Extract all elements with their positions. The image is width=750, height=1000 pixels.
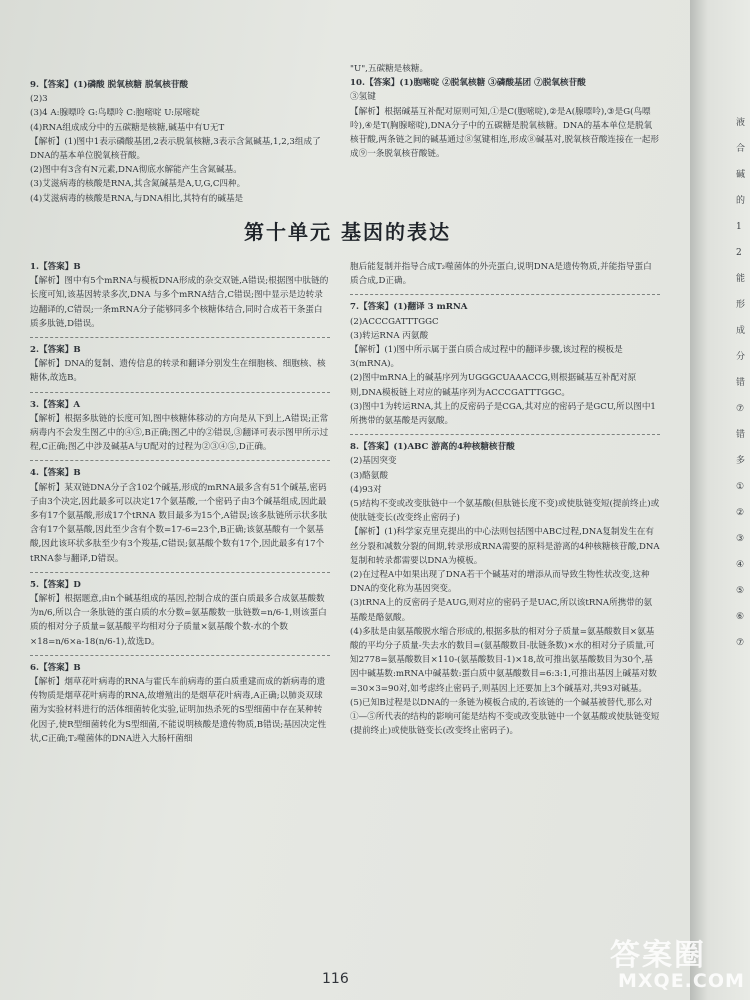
explanation-line: 【解析】DNA的复制、遗传信息的转录和翻译分别发生在细胞核、细胞核、核糖体,故选B。 — [30, 359, 326, 384]
dashed-separator — [30, 392, 330, 393]
edge-glyph: 分 — [736, 352, 746, 362]
explanation-line: (2)图中mRNA上的碱基序列为UGGGCUAAACCG,则根据碱基互补配对原则,DNA模板链上对应的碱基序列为ACCCGATTTGGC。 — [350, 373, 637, 398]
unit-title: 第十单元 基因的表达 — [244, 220, 451, 244]
answer-block — [30, 260, 330, 331]
explanation-line: (2)ACCCGATTTGGC — [350, 316, 439, 327]
watermark-text: 答案圈 — [610, 938, 706, 973]
answer-heading: 胞后能复制并指导合成T₂噬菌体的外壳蛋白,说明DNA是遗传物质,并能指导蛋白质合成,D正确。 — [350, 262, 652, 287]
edge-glyph: ① — [736, 482, 745, 492]
edge-glyph: 形 — [736, 300, 746, 310]
edge-glyph: 错 — [736, 378, 746, 388]
explanation-line: (3)图中1为转运RNA,其上的反密码子是CGA,其对应的密码子是GCU,所以图中1所携带的氨基酸是丙氨酸。 — [350, 401, 656, 427]
edge-glyph: 成 — [736, 326, 746, 336]
explanation-line: (3)tRNA上的反密码子是AUG,则对应的密码子是UAC,所以该tRNA所携带的氨基酸是酪氨酸。 — [350, 598, 653, 623]
explanation-line: (4)93对 — [350, 484, 382, 495]
answer-line: 10.【答案】(1)胞嘧啶 ②脱氧核糖 ③磷酸基团 ⑦脱氧核苷酸 — [350, 78, 586, 89]
explanation-line: (4)多肽是由氨基酸脱水缩合形成的,根据多肽的相对分子质量=氨基酸数目×氨基酸的平均分子质量-失去水的数目=(氨基酸数目-肽链条数)×水的相对分子质量,可知2778=氨基酸数目×110-(氨基酸数目-1)×18,故可推出氨基酸数目为30个,基因中碱基数:mRNA中碱基数:蛋白质中氨基酸数目=6:3:1,可推出基因上碱基对数=30×3=90对,如考虑终止密码子,则基因上还要加上3个碱基对,共93对碱基。 — [350, 626, 657, 694]
edge-glyph: ⑤ — [736, 586, 745, 596]
left-top-answers — [30, 78, 330, 206]
explanation-line: (2)基因突变 — [350, 456, 397, 467]
next-page-edge-text — [736, 110, 750, 656]
explanation-line: (3)转运RNA 丙氨酸 — [350, 330, 429, 341]
edge-glyph: 的 — [736, 196, 746, 206]
explanation-line: (3)酪氨酸 — [350, 470, 388, 481]
answer-block — [30, 343, 330, 386]
left-column — [30, 260, 330, 746]
explanation-line: 【解析】烟草花叶病毒的RNA与霍氏车前病毒的蛋白质重建而成的新病毒的遗传物质是烟草花叶病毒的RNA,故增殖出的是烟草花叶病毒,A正确;以肺炎双球菌为实验材料进行的活体细菌转化实验,证明加热杀死的S型细菌中存在某种转化因子,使R型细菌转化为S型细菌,不能说明核酸是遗传物质,B错误;基因决定性状,C正确;T₂噬菌体的DNA进入大肠杆菌细 — [30, 677, 327, 744]
explanation-line: 【解析】(1)图中所示属于蛋白质合成过程中的翻译步骤,该过程的模板是3(mRNA)。 — [350, 345, 623, 370]
explanation-line: (5)已知B过程是以DNA的一条链为模板合成的,若该链的一个碱基被替代,那么对①—⑤所代表的结构的影响可能是结构不变或改变肽链中一个氨基酸或使肽链变短(提前终止)或使肽链变长(改变终止密码子)。 — [350, 697, 660, 737]
answer-heading: 8.【答案】(1)ABC 游离的4种核糖核苷酸 — [350, 442, 515, 453]
answer-block — [350, 440, 660, 738]
edge-glyph: 液 — [736, 118, 746, 128]
explanation-line: (5)结构不变或改变肽链中一个氨基酸(但肽链长度不变)或使肽链变短(提前终止)或使肽链变长(改变终止密码子) — [350, 499, 660, 524]
explanation-line: (2)在过程A中如果出现了DNA若干个碱基对的增添从而导致生物性状改变,这种DNA的变化称为基因突变。 — [350, 570, 650, 595]
answer-line: 【解析】根据碱基互补配对原则可知,①是C(胞嘧啶),②是A(腺嘌呤),③是G(鸟嘌呤),④是T(胸腺嘧啶),DNA分子中的五碳糖是脱氧核糖。DNA的基本单位是脱氧核苷酸,两条链之间的碱基通过⑧氢键相连,形成⑧碱基对,脱氧核苷酸连接在一起形成⑨一条脱氧核苷酸链。 — [350, 106, 659, 160]
answer-line: (4)RNA组成成分中的五碳糖是核糖,碱基中有U无T — [30, 122, 225, 133]
dashed-separator — [30, 655, 330, 656]
explanation-line: 【解析】某双链DNA分子含102个碱基,形成的mRNA最多含有51个碱基,密码子由3个决定,因此最多可以决定17个氨基酸,一个密码子由3个碱基组成,因此最多有17个氨基酸,形成17个tRNA 数目最多为15个,A错误;该多肽链所示状多肽含有17个氨基酸,因此至少含有个数=17-6=23个,B正确;该氨基酸有一个氨基酸,因此该环状多肽至少有3个羧基,C错误;氨基酸个数有17个,因此最多有17个tRNA参与翻译,D错误。 — [30, 482, 328, 564]
answer-heading: 4.【答案】B — [30, 468, 81, 479]
answer-block-9 — [30, 78, 330, 206]
edge-glyph: 合 — [736, 144, 746, 154]
edge-glyph: 错 — [736, 430, 746, 440]
explanation-line: 【解析】图中有5个mRNA与模板DNA形成的杂交双链,A错误;根据图中肽链的长度可知,该基因转录多次,DNA 与多个mRNA结合,C错误;图中显示是边转录边翻译的,C错误;一条mRNA分子能够同多个核糖体结合,同时合成若干条蛋白质多肽链,D错误。 — [30, 276, 329, 329]
explanation-line: 【解析】根据题意,由n个碱基组成的基因,控制合成的蛋白质最多合成氨基酸数为n/6,所以合一条肽链的蛋白质的水分数=氨基酸数一肽链数=n/6-1,则该蛋白质的相对分子质量=氨基酸平均相对分子质量×氨基酸个数-水的个数×18=n/6×a-18(n/6-1),故选D。 — [30, 594, 327, 647]
watermark-url: MXQE.COM — [618, 970, 745, 992]
edge-glyph: ② — [736, 508, 745, 518]
answer-block — [350, 300, 660, 428]
answer-block-10 — [350, 62, 660, 161]
edge-glyph: ⑥ — [736, 612, 745, 622]
answer-line: ③氢键 — [350, 92, 376, 103]
answer-line: (3)4 A:腺嘌呤 G:鸟嘌呤 C:胞嘧啶 U:尿嘧啶 — [30, 108, 200, 119]
answer-line: 【解析】(1)图中1表示磷酸基团,2表示脱氧核糖,3表示含氮碱基,1,2,3组成了DNA的基本单位脱氧核苷酸。 — [30, 136, 321, 162]
answer-line: 9.【答案】(1)磷酸 脱氧核糖 脱氧核苷酸 — [30, 80, 188, 90]
edge-glyph: ③ — [736, 534, 745, 544]
answer-line: (2)3 — [30, 94, 48, 105]
edge-glyph: 1 — [736, 222, 742, 232]
answer-line: (4)艾滋病毒的核酸是RNA,与DNA相比,其特有的碱基是 — [30, 193, 244, 204]
answer-heading: 1.【答案】B — [30, 262, 81, 272]
page-number: 116 — [322, 971, 349, 987]
watermark-logo — [610, 930, 750, 1000]
edge-glyph: ④ — [736, 560, 745, 570]
edge-glyph: 2 — [736, 248, 742, 258]
answer-heading: 3.【答案】A — [30, 399, 81, 410]
edge-glyph: ⑦ — [736, 404, 745, 414]
right-column — [350, 260, 660, 739]
answer-block — [30, 578, 330, 649]
answer-line: "U",五碳糖是核糖。 — [350, 64, 429, 74]
edge-glyph: 能 — [736, 274, 746, 284]
answer-block — [30, 398, 330, 455]
dashed-separator — [350, 294, 660, 295]
answer-heading: 2.【答案】B — [30, 345, 81, 356]
answer-block — [30, 661, 330, 746]
answer-heading: 7.【答案】(1)翻译 3 mRNA — [350, 302, 468, 313]
answer-line: (3)艾滋病毒的核酸是RNA,其含氮碱基是A,U,G,C四种。 — [30, 179, 246, 190]
edge-glyph: ⑦ — [736, 638, 745, 648]
answer-heading: 6.【答案】B — [30, 662, 81, 673]
answer-block — [30, 466, 330, 565]
dashed-separator — [350, 434, 660, 435]
dashed-separator — [30, 460, 330, 461]
edge-glyph: 多 — [736, 456, 746, 466]
explanation-line: 【解析】(1)科学家克里克提出的中心法则包括图中ABC过程,DNA复制发生在有丝分裂和减数分裂的间期,转录形成RNA需要的原料是游离的4种核糖核苷酸,DNA复制和转录都需要以DNA为模板。 — [350, 527, 660, 566]
answer-heading: 5.【答案】D — [30, 579, 81, 590]
dashed-separator — [30, 337, 330, 338]
explanation-line: 【解析】根据多肽链的长度可知,图中核糖体移动的方向是从下到上,A错误;正常病毒内不会发生图乙中的④⑤,B正确;图乙中的②错误,③翻译可表示图甲所示过程,C正确;图乙中涉及碱基A与U配对的过程为②③④⑤,D正确。 — [30, 413, 329, 453]
edge-glyph: 碱 — [736, 170, 746, 180]
right-top-answers — [350, 62, 660, 161]
dashed-separator — [30, 572, 330, 573]
answer-line: (2)图中有3含有N元素,DNA彻底水解能产生含氮碱基。 — [30, 165, 242, 176]
answer-block — [350, 260, 660, 288]
